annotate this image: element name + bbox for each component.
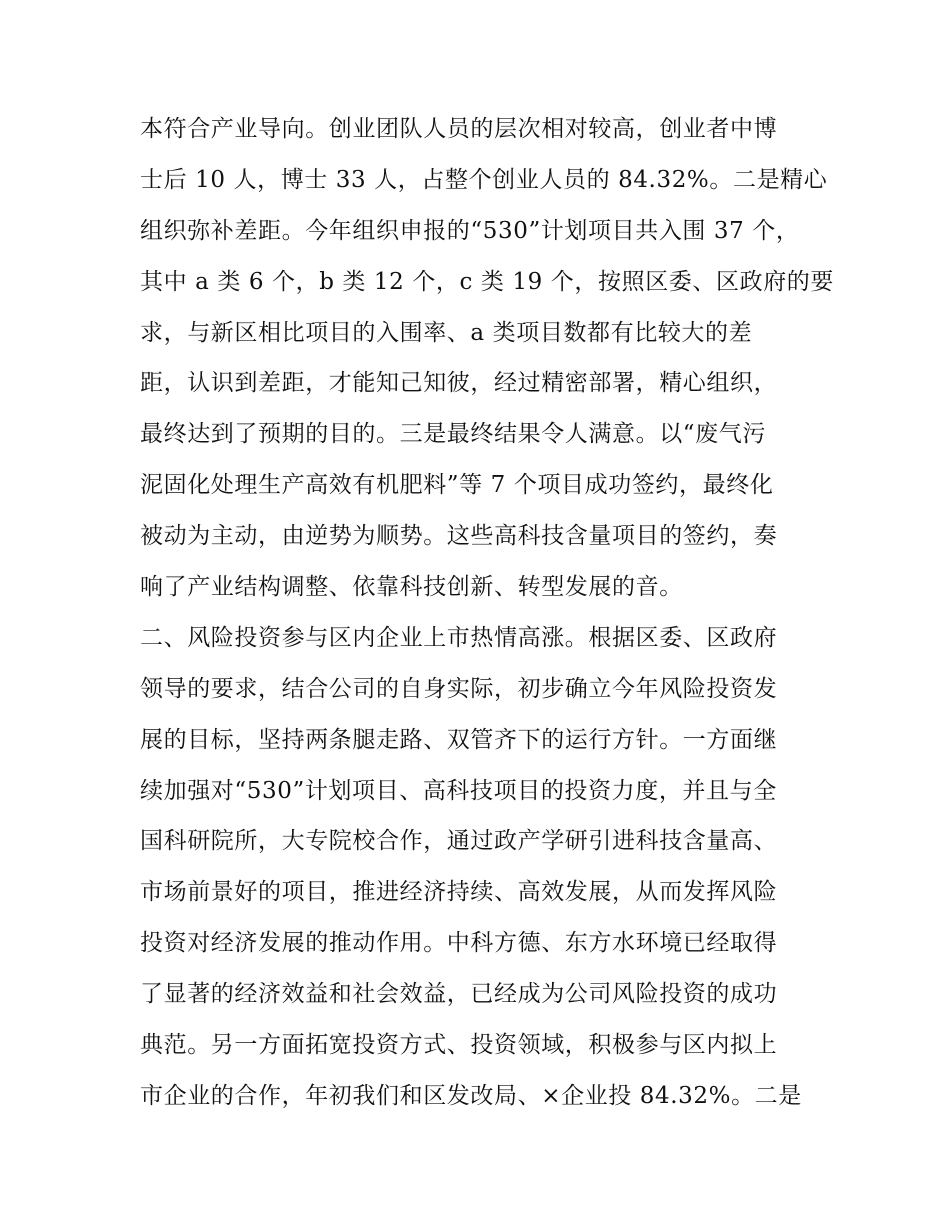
text-line-11: 二、风险投资参与区内企业上市热情高涨。根据区委、区政府 — [140, 624, 778, 651]
text-line-14: 续加强对“530”计划项目、高科技项目的投资力度，并且与全 — [140, 777, 777, 804]
text-line-19: 典范。另一方面拓宽投资方式、投资领域，积极参与区内拟上 — [140, 1032, 778, 1059]
text-line-4: 其中 a 类 6 个，b 类 12 个，c 类 19 个，按照区委、区政府的要 — [140, 268, 834, 295]
text-line-12: 领导的要求，结合公司的自身实际，初步确立今年风险投资发 — [140, 675, 778, 702]
text-line-20: 市企业的合作，年初我们和区发改局、×企业投 84.32%。二是 — [140, 1082, 802, 1109]
text-line-7: 最终达到了预期的目的。三是最终结果令人满意。以“废气污 — [140, 421, 766, 448]
body-text — [140, 104, 834, 1122]
text-line-16: 市场前景好的项目，推进经济持续、高效发展，从而发挥风险 — [140, 879, 778, 906]
text-line-10: 响了产业结构调整、依靠科技创新、转型发展的音。 — [140, 574, 683, 601]
text-line-13: 展的目标，坚持两条腿走路、双管齐下的运行方针。一方面继 — [140, 726, 778, 753]
text-line-17: 投资对经济发展的推动作用。中科方德、东方水环境已经取得 — [140, 930, 778, 957]
text-line-8: 泥固化处理生产高效有机肥料”等 7 个项目成功签约，最终化 — [140, 472, 774, 499]
text-line-18: 了显著的经济效益和社会效益，已经成为公司风险投资的成功 — [140, 981, 778, 1008]
text-line-1: 本符合产业导向。创业团队人员的层次相对较高，创业者中博 — [140, 116, 778, 142]
text-line-2: 士后 10 人，博士 33 人，占整个创业人员的 84.32%。二是精心 — [140, 166, 828, 193]
text-line-9: 被动为主动，由逆势为顺势。这些高科技含量项目的签约，奏 — [140, 523, 778, 550]
text-line-5: 求，与新区相比项目的入围率、a 类项目数都有比较大的差 — [140, 319, 753, 346]
text-line-15: 国科研院所，大专院校合作，通过政产学研引进科技含量高、 — [140, 828, 778, 855]
text-line-3: 组织弥补差距。今年组织申报的“530”计划项目共入围 37 个， — [140, 217, 800, 244]
text-line-6: 距，认识到差距，才能知己知彼，经过精密部署，精心组织， — [140, 370, 778, 397]
